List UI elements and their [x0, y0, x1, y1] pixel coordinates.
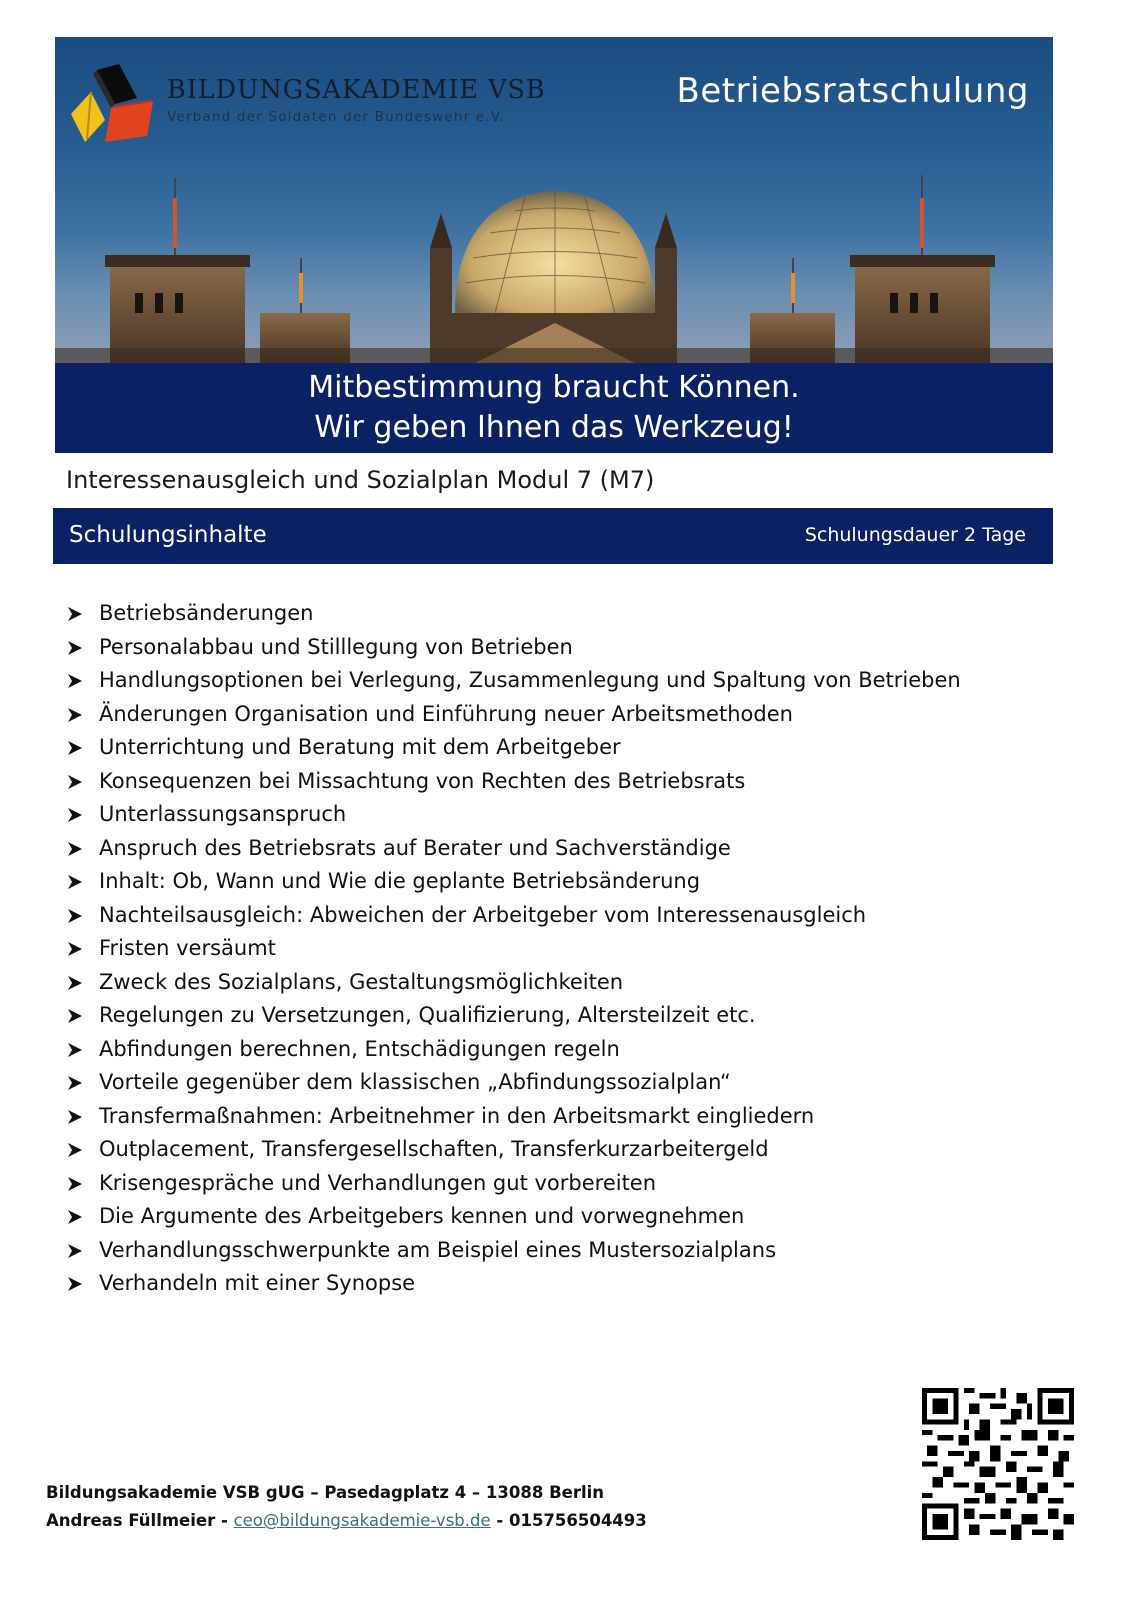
list-item: Inhalt: Ob, Wann und Wie die geplante Betriebsänderung	[66, 865, 966, 899]
list-item: Konsequenzen bei Missachtung von Rechten des Betriebsrats	[66, 765, 966, 799]
arrow-bullet-icon	[66, 798, 86, 831]
arrow-bullet-icon	[66, 1167, 86, 1200]
arrow-bullet-icon	[66, 865, 86, 898]
arrow-bullet-icon	[66, 597, 86, 630]
section-header-bar	[53, 508, 1053, 564]
footer-contact	[46, 1511, 647, 1530]
contact-name: Andreas Füllmeier -	[46, 1511, 234, 1530]
arrow-bullet-icon	[66, 1100, 86, 1133]
arrow-bullet-icon	[66, 999, 86, 1032]
list-item: Verhandlungsschwerpunkte am Beispiel eines Mustersozialplans	[66, 1234, 966, 1268]
list-item: Nachteilsausgleich: Abweichen der Arbeitgeber vom Interessenausgleich	[66, 899, 966, 933]
arrow-bullet-icon	[66, 731, 86, 764]
list-item: Personalabbau und Stilllegung von Betrieben	[66, 631, 966, 665]
arrow-bullet-icon	[66, 1133, 86, 1166]
list-item: Verhandeln mit einer Synopse	[66, 1267, 966, 1301]
arrow-bullet-icon	[66, 1267, 86, 1300]
list-item: Die Argumente des Arbeitgebers kennen und vorwegnehmen	[66, 1200, 966, 1234]
arrow-bullet-icon	[66, 1066, 86, 1099]
training-duration: Schulungsdauer 2 Tage	[804, 524, 1026, 546]
tagline-line-1: Mitbestimmung braucht Können.	[308, 370, 800, 405]
arrow-bullet-icon	[66, 698, 86, 731]
list-item: Vorteile gegenüber dem klassischen „Abfindungssozialplan“	[66, 1066, 966, 1100]
list-item: Änderungen Organisation und Einführung neuer Arbeitsmethoden	[66, 698, 966, 732]
arrow-bullet-icon	[66, 899, 86, 932]
list-item: Krisengespräche und Verhandlungen gut vorbereiten	[66, 1167, 966, 1201]
arrow-bullet-icon	[66, 832, 86, 865]
arrow-bullet-icon	[66, 1234, 86, 1267]
list-item: Abfindungen berechnen, Entschädigungen regeln	[66, 1033, 966, 1067]
tagline-line-2: Wir geben Ihnen das Werkzeug!	[314, 410, 794, 445]
arrow-bullet-icon	[66, 664, 86, 697]
arrow-bullet-icon	[66, 1033, 86, 1066]
section-label: Schulungsinhalte	[69, 522, 267, 548]
list-item: Betriebsänderungen	[66, 597, 966, 631]
arrow-bullet-icon	[66, 932, 86, 965]
reichstag-image	[55, 173, 1053, 363]
arrow-bullet-icon	[66, 765, 86, 798]
list-item: Unterlassungsanspruch	[66, 798, 966, 832]
arrow-bullet-icon	[66, 1200, 86, 1233]
list-item: Zweck des Sozialplans, Gestaltungsmöglichkeiten	[66, 966, 966, 1000]
brand-name: BILDUNGSAKADEMIE VSB	[167, 75, 546, 105]
logo-books-icon	[67, 62, 157, 144]
qr-code-icon[interactable]	[920, 1388, 1076, 1540]
list-item: Anspruch des Betriebsrats auf Berater und Sachverständige	[66, 832, 966, 866]
arrow-bullet-icon	[66, 631, 86, 664]
topics-list	[66, 597, 966, 1301]
list-item: Handlungsoptionen bei Verlegung, Zusammenlegung und Spaltung von Betrieben	[66, 664, 966, 698]
list-item: Outplacement, Transfergesellschaften, Transferkurzarbeitergeld	[66, 1133, 966, 1167]
list-item: Unterrichtung und Beratung mit dem Arbeitgeber	[66, 731, 966, 765]
phone-number: 015756504493	[508, 1511, 647, 1530]
list-item: Transfermaßnahmen: Arbeitnehmer in den Arbeitsmarkt eingliedern	[66, 1100, 966, 1134]
list-item: Fristen versäumt	[66, 932, 966, 966]
email-link[interactable]: ceo@bildungsakademie-vsb.de	[233, 1511, 491, 1530]
page-title: Betriebsratschulung	[676, 71, 1029, 111]
footer-address: Bildungsakademie VSB gUG – Pasedagplatz 4 – 13088 Berlin	[46, 1483, 605, 1502]
list-item: Regelungen zu Versetzungen, Qualifizierung, Altersteilzeit etc.	[66, 999, 966, 1033]
brand-subtitle: Verband der Soldaten der Bundeswehr e.V.	[167, 109, 506, 125]
header-banner	[55, 37, 1053, 363]
module-title: Interessenausgleich und Sozialplan Modul 7 (M7)	[66, 466, 655, 494]
tagline-band	[55, 363, 1053, 453]
phone-separator: -	[490, 1511, 509, 1530]
arrow-bullet-icon	[66, 966, 86, 999]
